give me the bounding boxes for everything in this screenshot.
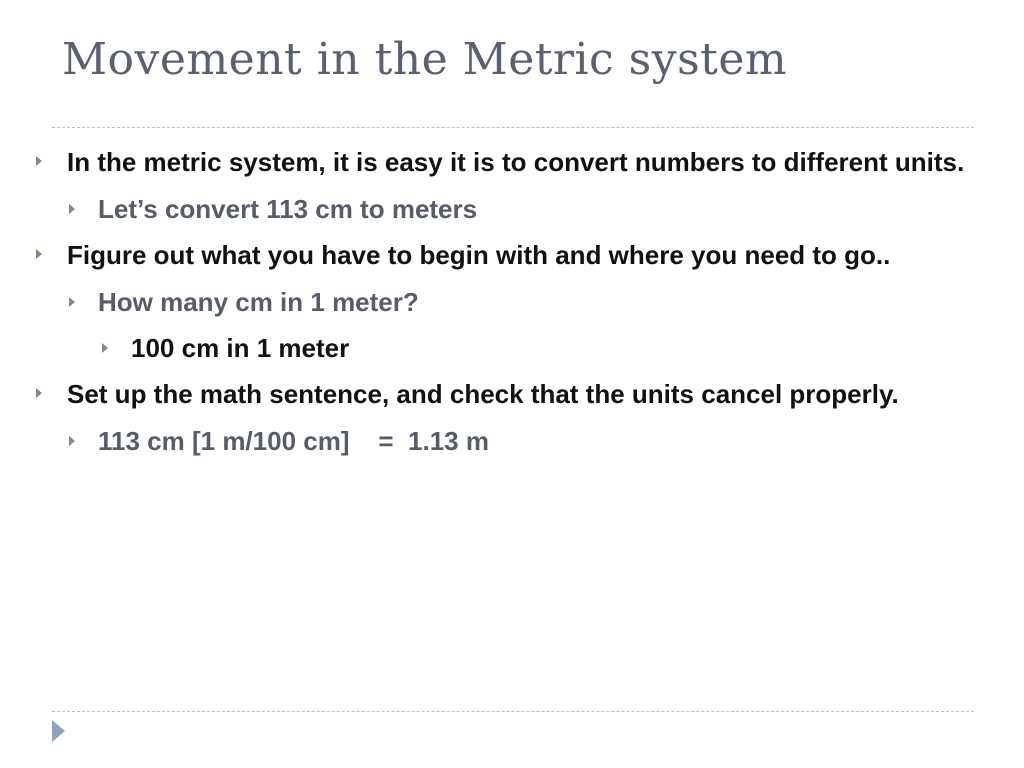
bullet-item-level1 [36,375,966,413]
triangle-bullet-icon [102,343,108,353]
triangle-bullet-icon [69,204,75,214]
slide-title: Movement in the Metric system [62,34,788,85]
bullet-text: Set up the math sentence, and check that the units cancel properly. [67,379,899,409]
bullet-text: 113 cm [1 m/100 cm] = 1.13 m [98,426,489,456]
triangle-bullet-icon [69,297,75,307]
footer-divider [52,711,974,712]
triangle-bullet-icon [36,249,42,259]
bullet-item-level2 [69,422,966,460]
title-divider [52,127,974,128]
bullet-list [36,143,966,468]
triangle-bullet-icon [36,388,42,398]
bullet-item-level1 [36,143,966,181]
bullet-text: Figure out what you have to begin with and where you need to go.. [67,240,891,270]
bullet-item-level1 [36,236,966,274]
bullet-text: In the metric system, it is easy it is to convert numbers to different units. [67,147,965,177]
bullet-item-level3 [102,329,966,367]
triangle-bullet-icon [36,156,42,166]
triangle-bullet-icon [69,436,75,446]
bullet-text: Let’s convert 113 cm to meters [98,194,478,224]
next-slide-arrow-icon[interactable] [52,720,65,742]
bullet-text: 100 cm in 1 meter [131,333,350,363]
bullet-item-level2 [69,190,966,228]
bullet-text: How many cm in 1 meter? [98,287,419,317]
bullet-item-level2 [69,283,966,321]
